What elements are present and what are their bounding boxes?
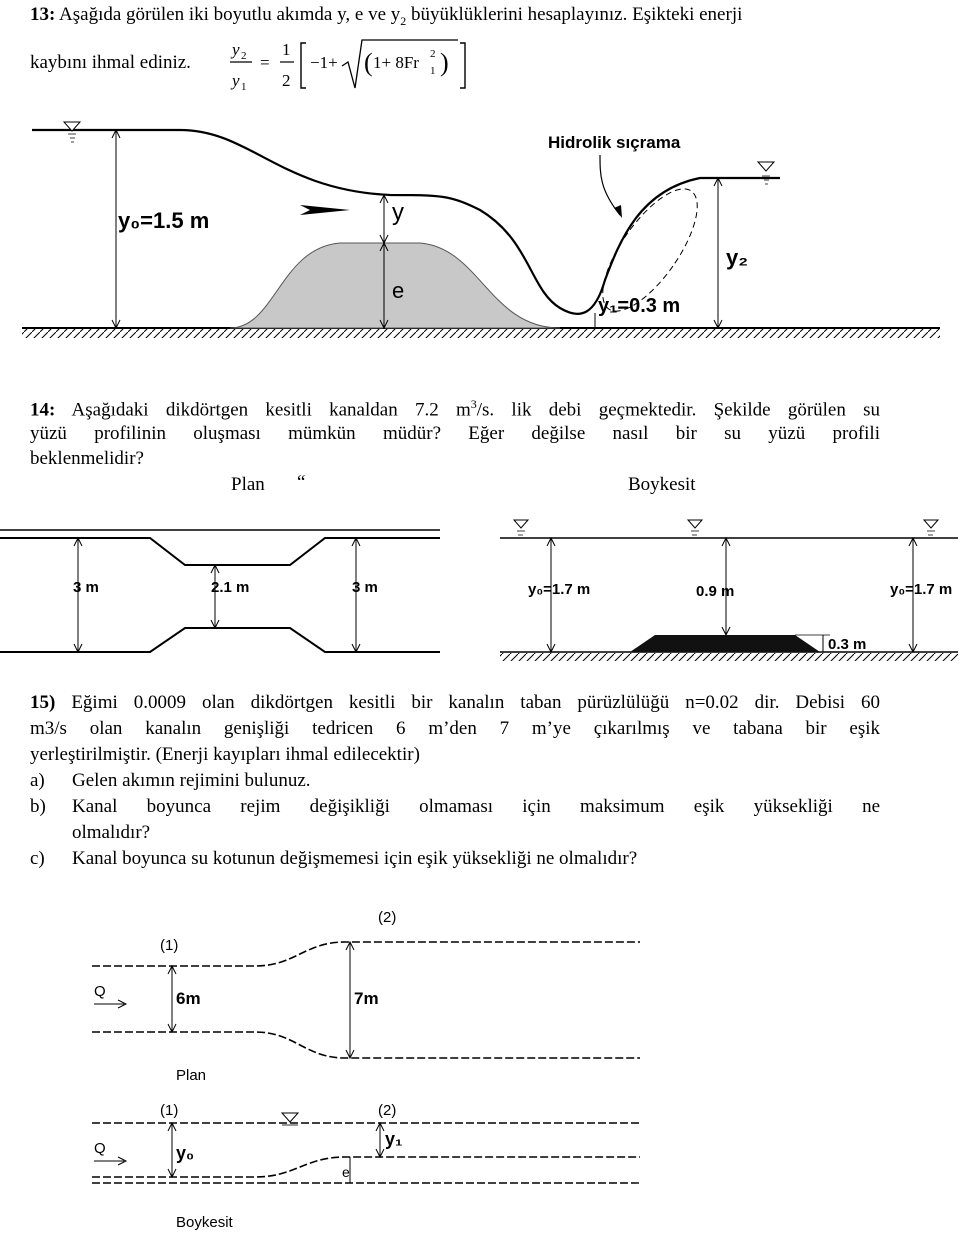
q15-item-b (30, 794, 880, 820)
profile-sec1: (1) (160, 1102, 179, 1119)
q14-text-1a: Aşağıdaki dikdörtgen kesitli kanaldan 7.2 m (71, 399, 471, 421)
plan-sec1: (1) (160, 937, 179, 954)
formula-y1-sub: 1 (241, 81, 247, 93)
q13-formula (222, 38, 472, 96)
profile-bed-raised (92, 1157, 640, 1177)
plan-top-wall (0, 538, 440, 565)
water-level-icon (282, 1113, 298, 1122)
formula-half-num: 1 (282, 40, 291, 59)
y2-label: y₂ (726, 245, 749, 270)
q14-plan-figure (0, 510, 470, 670)
profile-mid: 0.9 m (696, 583, 735, 600)
water-level-icon-right (924, 520, 938, 528)
formula-inner: 1+ 8Fr (373, 53, 419, 72)
formula-paren-open: ( (364, 48, 373, 77)
q15-number: 15) (30, 692, 56, 713)
q15-item-b-label: b) (30, 796, 46, 817)
q13-sub: 2 (400, 13, 407, 28)
jump-label: Hidrolik sıçrama (548, 133, 681, 152)
q15-line2: m3/s olan kanalın genişliği tedricen 6 m’den 7 m’ye çıkarılmış ve tabana bir eşik (30, 718, 880, 739)
q15-item-c-text: Kanal boyunca su kotunun değişmemesi için eşik yüksekliği ne olmalıdır? (72, 848, 638, 869)
q15-item-a (30, 768, 311, 794)
q14-plan-label: Plan (231, 474, 265, 495)
q15-line1 (30, 690, 880, 716)
q13-line2: kaybını ihmal ediniz. (30, 52, 191, 73)
plan-q: Q (94, 983, 106, 1000)
q14-sup: 3 (470, 397, 477, 411)
q14-line3: beklenmelidir? (30, 448, 144, 469)
q15-text-1: Eğimi 0.0009 olan dikdörtgen kesitli bir kanalın taban pürüzlülüğü n=0.02 dir. Debisi 60 (71, 692, 881, 713)
q14-quote-mark: “ (297, 472, 306, 493)
q15-item-c (30, 846, 637, 872)
profile-y0-right: y₀=1.7 m (890, 581, 953, 598)
profile-sill (630, 635, 820, 652)
q13-line1 (30, 2, 930, 29)
profile-caption: Boykesit (176, 1214, 233, 1231)
y-label: y (392, 199, 404, 226)
profile-y0: y₀ (176, 1143, 195, 1163)
profile-sec2: (2) (378, 1102, 397, 1119)
q14-profile-figure (470, 510, 960, 670)
q15-item-a-text: Gelen akımın rejimini bulunuz. (72, 770, 311, 791)
q14-number: 14: (30, 399, 56, 421)
e-label: e (392, 278, 405, 303)
plan-w1: 6m (176, 989, 201, 1008)
profile-sill-label: 0.3 m (828, 636, 867, 653)
y1-label: y₁=0.3 m (598, 295, 681, 317)
profile-e: e (342, 1164, 350, 1180)
water-level-icon-mid (688, 520, 702, 528)
profile-y1: y₁ (385, 1129, 403, 1149)
formula-y1: y (232, 71, 240, 90)
plan-bottom-wall (0, 628, 440, 652)
formula-half-den: 2 (282, 71, 291, 90)
formula-y2: y (232, 40, 240, 59)
q15-item-b-cont: olmalıdır? (72, 822, 151, 843)
plan-w3: 3 m (352, 579, 378, 596)
plan-w2: 7m (354, 989, 379, 1008)
y0-label: y₀=1.5 m (118, 208, 210, 233)
q14-line2: yüzü profilinin oluşması mümkün müdür? Eğer değilse nasıl bir su yüzü profili (30, 423, 880, 444)
formula-paren-close: ) (440, 48, 449, 77)
formula-eq: = (260, 53, 270, 72)
q13-figure (0, 100, 960, 360)
ground-hatch (22, 329, 940, 338)
q14-text-1b: /s. lik debi geçmektedir. Şekilde görülen su (476, 399, 881, 421)
q14-boykesit-label: Boykesit (628, 474, 696, 495)
q13-text-b: büyüklüklerini hesaplayınız. Eşikteki enerji (406, 4, 743, 25)
formula-fr-sup: 2 (430, 48, 436, 60)
formula-y2-sub: 2 (241, 50, 247, 62)
q15-plan-figure (80, 900, 700, 1090)
q15-profile-figure (80, 1095, 700, 1237)
water-level-icon-right (758, 162, 774, 171)
plan-w1: 3 m (73, 579, 99, 596)
jump-arrow-icon (614, 205, 622, 218)
plan-sec2: (2) (378, 909, 397, 926)
q15-item-a-label: a) (30, 770, 45, 791)
q15-item-c-label: c) (30, 848, 45, 869)
profile-y0-left: y₀=1.7 m (528, 581, 591, 598)
formula-minus-one: −1+ (310, 53, 338, 72)
plan-w2: 2.1 m (211, 579, 250, 596)
q15-item-b-text: Kanal boyunca rejim değişikliği olmaması için maksimum eşik yüksekliği ne (72, 796, 880, 817)
q13-number: 13: (30, 4, 56, 25)
q15-plan-bottom-wall (92, 1032, 640, 1058)
plan-caption: Plan (176, 1067, 207, 1084)
q15-line3: yerleştirilmiştir. (Enerji kayıpları ihmal edilecektir) (30, 744, 420, 765)
profile-q: Q (94, 1140, 106, 1157)
formula-fr-sub: 1 (430, 65, 436, 77)
q13-text-a: Aşağıda görülen iki boyutlu akımda y, e ve y (59, 4, 401, 25)
flow-arrow-icon (300, 205, 350, 215)
water-level-icon (514, 520, 528, 528)
q14-line1 (30, 396, 880, 423)
